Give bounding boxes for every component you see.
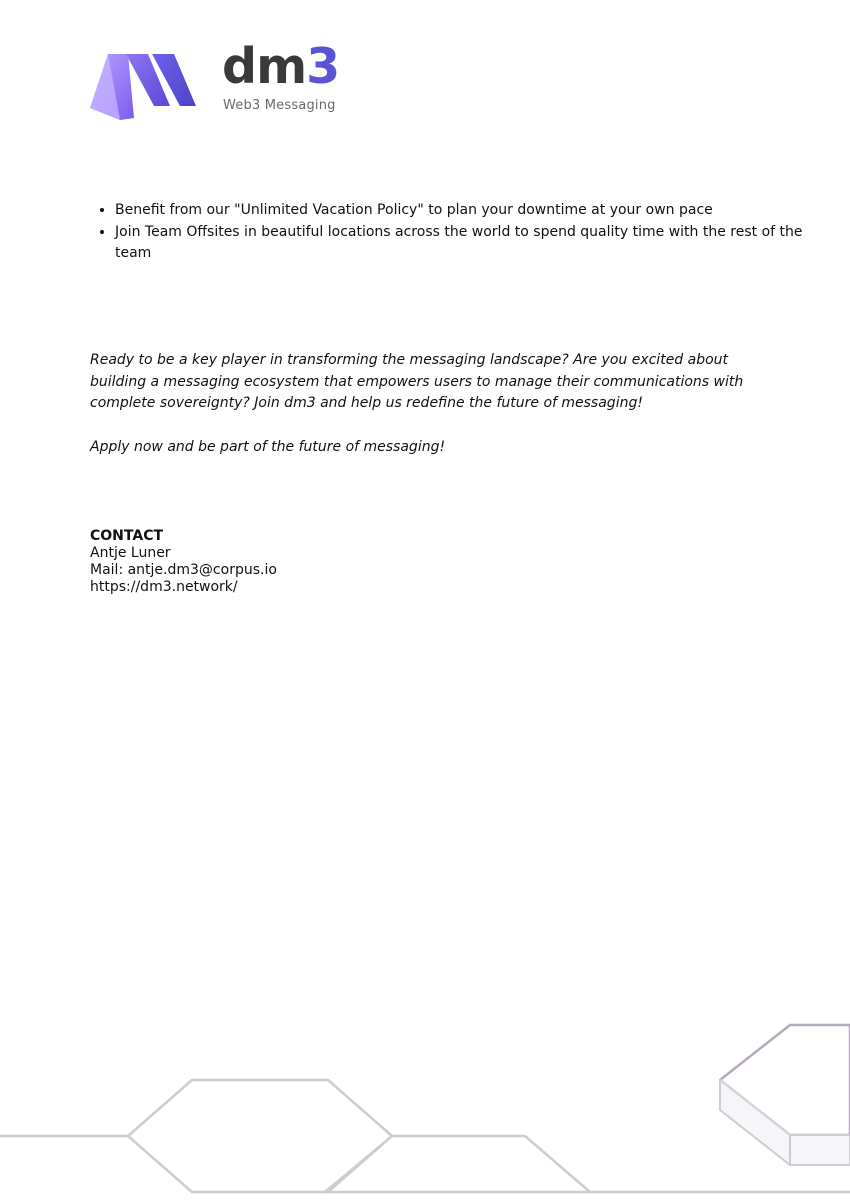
contact-website-link[interactable]: https://dm3.network/ xyxy=(90,579,238,595)
apply-paragraph: Apply now and be part of the future of messaging! xyxy=(90,439,446,455)
hexagon-decoration-icon xyxy=(0,1000,850,1200)
contact-block xyxy=(90,528,277,596)
dm3-logo xyxy=(90,38,360,123)
list-item: • Join Team Offsites in beautiful locations across the world to spend quality time with the rest of the team xyxy=(115,222,815,265)
logo-wordmark xyxy=(222,38,340,95)
contact-heading: CONTACT xyxy=(90,528,164,544)
logo-wordmark-main: dm xyxy=(222,38,307,95)
logo-tagline: Web3 Messaging xyxy=(223,98,336,113)
benefits-list xyxy=(90,200,815,265)
contact-name: Antje Luner xyxy=(90,545,171,561)
cta-paragraph: Ready to be a key player in transforming the messaging landscape? Are you excited about building a messaging ecosystem that empowers users to manage their communications with complete sovereignty? Join dm3 and help us redefine the future of messaging! xyxy=(90,352,744,411)
logo-wordmark-accent: 3 xyxy=(306,38,340,95)
dm3-logo-mark-icon xyxy=(90,48,200,123)
list-item: • Benefit from our "Unlimited Vacation Policy" to plan your downtime at your own pace xyxy=(115,200,815,222)
contact-mail[interactable]: Mail: antje.dm3@corpus.io xyxy=(90,562,277,578)
